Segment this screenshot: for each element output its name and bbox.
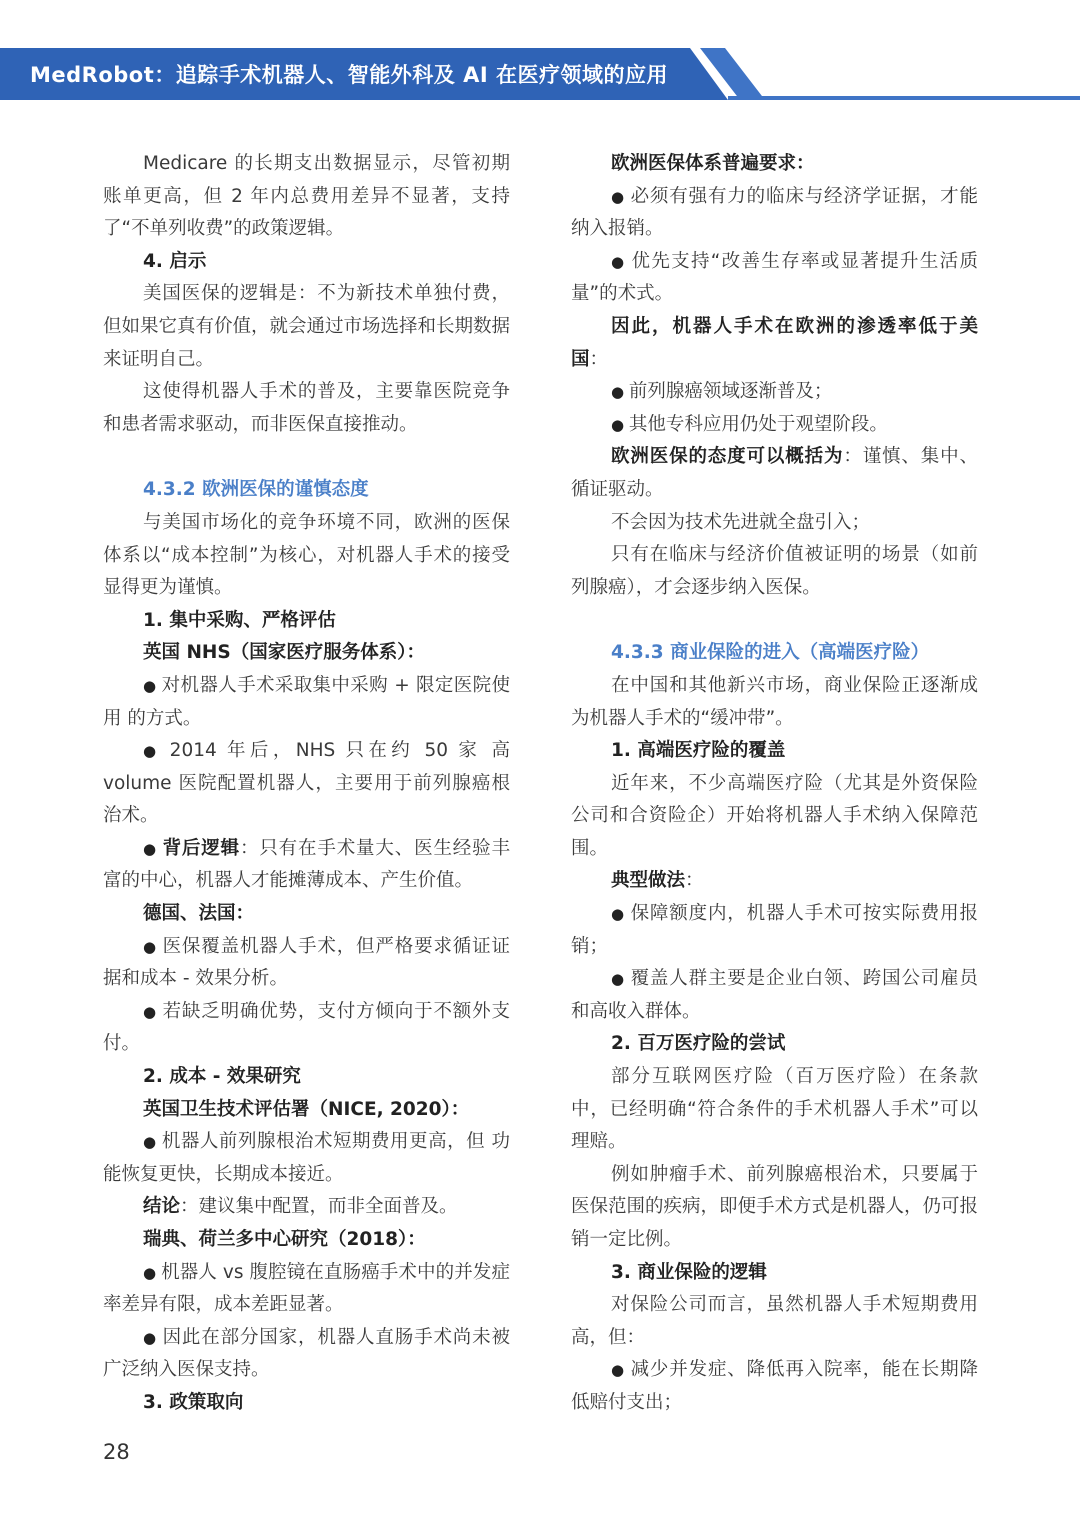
- subheading: 英国卫生技术评估署（NICE, 2020）：: [143, 1098, 470, 1120]
- heading: 3. 商业保险的逻辑: [611, 1261, 767, 1283]
- bullet-item: ● 保障额度内，机器人手术可按实际费用报销；: [571, 898, 978, 963]
- bullet-item: ● 对机器人手术采取集中采购 + 限定医院使用 的方式。: [103, 670, 510, 735]
- colon: ：: [589, 348, 609, 370]
- heading: 1. 高端医疗险的覆盖: [611, 740, 786, 762]
- header-title: MedRobot：追踪手术机器人、智能外科及 AI 在医疗领域的应用: [30, 63, 668, 87]
- bold-label: 背后逻辑: [162, 837, 240, 859]
- typical-label: [571, 865, 978, 898]
- paragraph: 这使得机器人手术的普及，主要靠医院竞争和患者需求驱动，而非医保直接推动。: [103, 381, 510, 435]
- paragraph: 近年来，不少高端医疗险（尤其是外资保险公司和合资险企）开始将机器人手术纳入保障范围。: [571, 772, 978, 859]
- subheading: 英国 NHS（国家医疗服务体系）：: [143, 642, 425, 664]
- attitude-text: ：谨慎、集中、循证驱动。: [571, 446, 978, 500]
- bullet-item: [103, 833, 510, 898]
- paragraph: 部分互联网医疗险（百万医疗险）在条款中，已经明确“符合条件的手术机器人手术”可以理赔。: [571, 1066, 978, 1153]
- bold-label: 因此，机器人手术在欧洲的渗透率低于美国: [571, 315, 978, 370]
- bullet-text: ：只有在手术量大、医生经验丰富的中心，机器人才能摊薄成本、产生价值。: [103, 837, 510, 892]
- bullet-item: ● 必须有强有力的临床与经济学证据，才能纳入报销。: [571, 181, 978, 246]
- banner-shape: [0, 0, 1080, 110]
- heading: 1. 集中采购、严格评估: [143, 609, 336, 631]
- section-heading-4-3-3: 4.3.3 商业保险的进入（高端医疗险）: [611, 642, 930, 664]
- colon: ：: [685, 870, 704, 892]
- bullet-item: ● 前列腺癌领域逐渐普及；: [571, 376, 978, 409]
- heading: 2. 成本 - 效果研究: [143, 1066, 301, 1088]
- heading: 2. 百万医疗险的尝试: [611, 1033, 786, 1055]
- subheading: 瑞典、荷兰多中心研究（2018）：: [143, 1229, 426, 1250]
- bullet-item: ● 覆盖人群主要是企业白领、跨国公司雇员和高收入群体。: [571, 963, 978, 1028]
- page-number: 28: [103, 1440, 130, 1464]
- bullet-item: ● 机器人前列腺根治术短期费用更高，但 功能恢复更快，长期成本接近。: [103, 1126, 510, 1191]
- bullet-item: ● 医保覆盖机器人手术，但严格要求循证证据和成本 - 效果分析。: [103, 931, 510, 996]
- bold-label: 欧洲医保的态度可以概括为: [611, 446, 844, 468]
- bullet-item: ● 优先支持“改善生存率或显著提升生活质量”的术式。: [571, 246, 978, 311]
- heading: 4. 启示: [143, 250, 207, 272]
- therefore-line: [571, 311, 978, 376]
- bullet-item: ● 因此在部分国家，机器人直肠手术尚未被广泛纳入医保支持。: [103, 1322, 510, 1387]
- bullet-item: ● 机器人 vs 腹腔镜在直肠癌手术中的并发症率差异有限，成本差距显著。: [103, 1257, 510, 1322]
- heading: 3. 政策取向: [143, 1391, 244, 1413]
- bullet-item: ● 其他专科应用仍处于观望阶段。: [571, 409, 978, 442]
- paragraph: 只有在临床与经济价值被证明的场景（如前列腺癌），才会逐步纳入医保。: [571, 544, 978, 598]
- left-column: [103, 148, 510, 1420]
- bold-label: 结论: [143, 1196, 181, 1218]
- paragraph: Medicare 的长期支出数据显示，尽管初期账单更高，但 2 年内总费用差异不显著，支持了“不单列收费”的政策逻辑。: [103, 153, 510, 240]
- subheading: 欧洲医保体系普遍要求：: [611, 153, 815, 174]
- subheading: 德国、法国：: [143, 903, 255, 925]
- paragraph: 美国医保的逻辑是：不为新技术单独付费，但如果它真有价值，就会通过市场选择和长期数据来证明自己。: [103, 283, 511, 370]
- bullet-item: ● 若缺乏明确优势，支付方倾向于不额外支付。: [103, 996, 510, 1061]
- paragraph: 对保险公司而言，虽然机器人手术短期费用高，但：: [571, 1294, 978, 1348]
- paragraph: 在中国和其他新兴市场，商业保险正逐渐成为机器人手术的“缓冲带”。: [571, 674, 978, 729]
- bullet-item: ● 2014 年后，NHS 只在约 50 家 高 volume 医院配置机器人，主要用于前列腺癌根治术。: [103, 735, 510, 833]
- paragraph: 不会因为技术先进就全盘引入；: [611, 511, 871, 533]
- bullet-item: ● 减少并发症、降低再入院率，能在长期降低赔付支出；: [571, 1354, 978, 1419]
- right-column: [571, 148, 978, 1420]
- paragraph: 与美国市场化的竞争环境不同，欧洲的医保体系以“成本控制”为核心，对机器人手术的接受显得更为谨慎。: [103, 511, 510, 599]
- conclusion: [103, 1191, 510, 1224]
- bold-label: 典型做法: [611, 870, 686, 892]
- section-heading-4-3-2: 4.3.2 欧洲医保的谨慎态度: [143, 479, 369, 501]
- attitude-line: [571, 441, 978, 506]
- header-banner: [0, 0, 1080, 110]
- conclusion-text: ：建议集中配置，而非全面普及。: [180, 1196, 458, 1218]
- paragraph: 例如肿瘤手术、前列腺癌根治术，只要属于医保范围的疾病，即便手术方式是机器人，仍可报销一定比例。: [571, 1163, 979, 1250]
